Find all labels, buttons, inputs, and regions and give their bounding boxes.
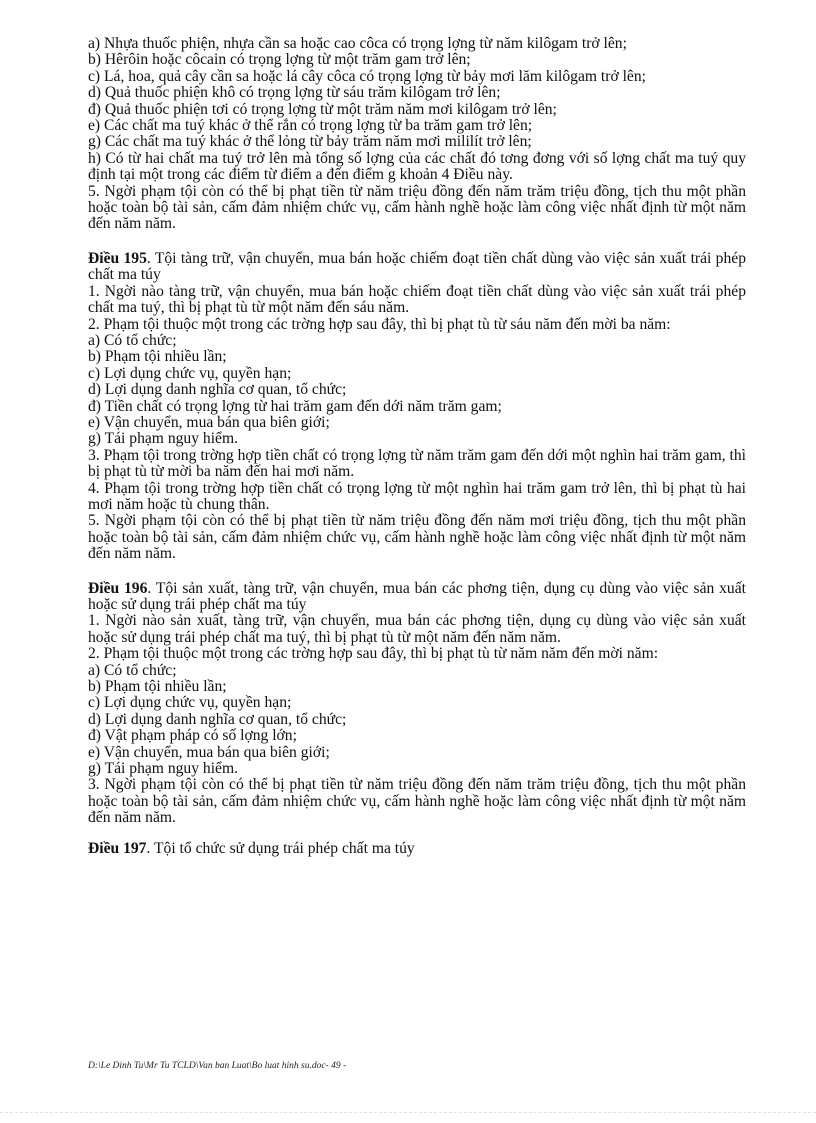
paragraph: c) Lá, hoa, quả cây cần sa hoặc lá cây côca có trọng lợng từ bảy mơi lăm kilôgam trở lên; (88, 67, 646, 85)
document-body (88, 36, 746, 857)
paragraph: b) Phạm tội nhiều lần; (88, 348, 227, 366)
paragraph: 2. Phạm tội thuộc một trong các trờng hợp sau đây, thì bị phạt tù từ năm năm đến mời năm: (88, 645, 659, 663)
paragraph: g) Các chất ma tuý khác ở thể lỏng từ bảy trăm năm mơi mililít trở lên; (88, 133, 532, 151)
article-number: Điều 196 (88, 579, 148, 597)
paragraph: a) Nhựa thuốc phiện, nhựa cần sa hoặc cao côca có trọng lợng từ năm kilôgam trở lên; (88, 35, 627, 52)
article-heading (88, 251, 746, 284)
article-number: Điều 197 (88, 839, 147, 857)
paragraph: a) Có tổ chức; (88, 331, 177, 349)
article-heading (88, 581, 746, 614)
spacer (88, 233, 746, 251)
spacer (88, 563, 746, 581)
paragraph: a) Có tổ chức; (88, 661, 177, 679)
paragraph: đ) Vật phạm pháp có số lợng lớn; (88, 727, 297, 745)
paragraph: 3. Ngời phạm tội còn có thể bị phạt tiền từ năm triệu đồng đến năm trăm triệu đồng, tịch thu một phần hoặc toàn bộ tài sản, cấm đảm nhiệm chức vụ, cấm hành nghề hoặc làm công việc nhất định từ một năm đến năm năm. (88, 776, 746, 827)
paragraph: 1. Ngời nào tàng trữ, vận chuyển, mua bán hoặc chiếm đoạt tiền chất dùng vào việc sản xuất trái phép chất ma tuý, thì bị phạt tù từ một năm đến sáu năm. (88, 282, 746, 317)
article-number: Điều 195 (88, 249, 147, 267)
paragraph: 5. Ngời phạm tội còn có thể bị phạt tiền từ năm triệu đồng đến năm mơi triệu đồng, tịch thu một phần hoặc toàn bộ tài sản, cấm đảm nhiệm chức vụ, cấm hành nghề hoặc làm công việc nhất định từ một năm đến năm năm. (88, 512, 746, 563)
paragraph: c) Lợi dụng chức vụ, quyền hạn; (88, 694, 292, 712)
paragraph: d) Lợi dụng danh nghĩa cơ quan, tổ chức; (88, 710, 347, 728)
page-bottom-divider (0, 1112, 816, 1113)
article-195 (88, 251, 746, 563)
paragraph: 2. Phạm tội thuộc một trong các trờng hợp sau đây, thì bị phạt tù từ sáu năm đến mời ba năm: (88, 315, 671, 333)
paragraph: b) Hêrôin hoặc côcain có trọng lợng từ một trăm gam trở lên; (88, 51, 471, 69)
paragraph: g) Tái phạm nguy hiểm. (88, 430, 238, 448)
paragraph: đ) Tiền chất có trọng lợng từ hai trăm gam đến dới năm trăm gam; (88, 397, 502, 415)
article-title: . Tội tàng trữ, vận chuyển, mua bán hoặc chiếm đoạt tiền chất dùng vào việc sản xuất trái phép chất ma túy (88, 249, 746, 284)
paragraph: h) Có từ hai chất ma tuý trở lên mà tổng số lợng của các chất đó tơng đơng với số lợng chất ma tuý quy định tại một trong các điểm từ điểm a đến điểm g khoản 4 Điều này. (88, 149, 746, 184)
article-title: . Tội tổ chức sử dụng trái phép chất ma túy (146, 839, 415, 857)
article-197 (88, 841, 746, 857)
paragraph: 1. Ngời nào sản xuất, tàng trữ, vận chuyển, mua bán các phơng tiện, dụng cụ dùng vào việc sản xuất hoặc sử dụng trái phép chất ma tuý, thì bị phạt tù từ một năm đến năm năm. (88, 612, 746, 646)
page-footer: D:\Le Dinh Tu\Mr Tu TCLD\Van ban Luat\Bo luat hinh su.doc- 49 - (88, 1061, 347, 1071)
clause-4-points (88, 36, 746, 233)
paragraph: g) Tái phạm nguy hiểm. (88, 760, 238, 778)
article-196 (88, 581, 746, 827)
spacer (88, 827, 746, 841)
paragraph: e) Các chất ma tuý khác ở thể rắn có trọng lợng từ ba trăm gam trở lên; (88, 117, 533, 135)
paragraph: 3. Phạm tội trong trờng hợp tiền chất có trọng lợng từ năm trăm gam đến dới một nghìn hai trăm gam, thì bị phạt tù từ mời ba năm đến hai mơi năm. (88, 446, 746, 481)
paragraph: 4. Phạm tội trong trờng hợp tiền chất có trọng lợng từ một nghìn hai trăm gam trở lên, thì bị phạt tù hai mơi năm hoặc tù chung thân. (88, 479, 746, 513)
paragraph: d) Quả thuốc phiện khô có trọng lợng từ sáu trăm kilôgam trở lên; (88, 84, 501, 102)
paragraph: c) Lợi dụng chức vụ, quyền hạn; (88, 364, 292, 382)
paragraph: đ) Quả thuốc phiện tơi có trọng lợng từ một trăm năm mơi kilôgam trở lên; (88, 100, 557, 118)
paragraph: b) Phạm tội nhiều lần; (88, 678, 227, 696)
article-heading (88, 841, 746, 857)
paragraph: 5. Ngời phạm tội còn có thể bị phạt tiền từ năm triệu đồng đến năm trăm triệu đồng, tịch thu một phần hoặc toàn bộ tài sản, cấm đảm nhiệm chức vụ, cấm hành nghề hoặc làm công việc nhất định từ một năm đến năm năm. (88, 182, 746, 233)
article-title: . Tội sản xuất, tàng trữ, vận chuyển, mua bán các phơng tiện, dụng cụ dùng vào việc sản xuất hoặc sử dụng trái phép chất ma túy (88, 579, 746, 613)
paragraph: e) Vận chuyển, mua bán qua biên giới; (88, 743, 330, 761)
paragraph: e) Vận chuyển, mua bán qua biên giới; (88, 413, 330, 431)
paragraph: d) Lợi dụng danh nghĩa cơ quan, tổ chức; (88, 381, 347, 399)
